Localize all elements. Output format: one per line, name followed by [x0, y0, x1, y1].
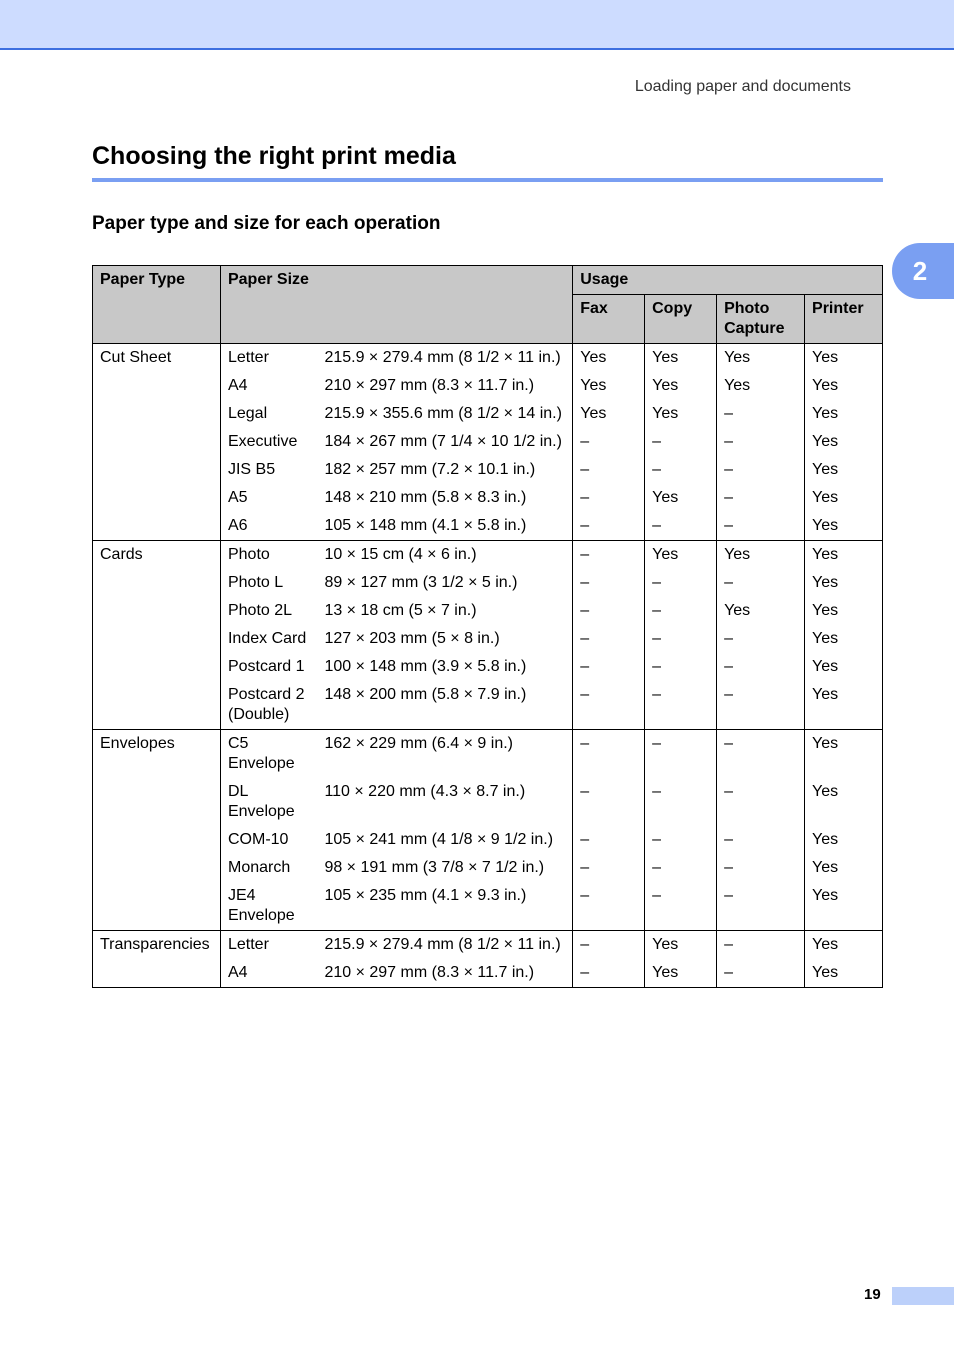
paper-size-name-cell: JIS B5: [220, 456, 317, 484]
printer-cell: Yes: [805, 931, 883, 960]
fax-cell: –: [573, 854, 645, 882]
paper-size-dims-cell: 148 × 210 mm (5.8 × 8.3 in.): [317, 484, 572, 512]
paper-type-cell: Cut Sheet: [93, 344, 221, 541]
paper-type-cell: Envelopes: [93, 730, 221, 931]
paper-size-dims-cell: 184 × 267 mm (7 1/4 × 10 1/2 in.): [317, 428, 572, 456]
paper-size-dims-cell: 148 × 200 mm (5.8 × 7.9 in.): [317, 681, 572, 730]
header-paper-size: Paper Size: [220, 266, 572, 344]
paper-size-name-cell: A6: [220, 512, 317, 541]
photo-capture-cell: –: [717, 625, 805, 653]
photo-capture-cell: –: [717, 730, 805, 779]
printer-cell: Yes: [805, 428, 883, 456]
paper-size-dims-cell: 105 × 235 mm (4.1 × 9.3 in.): [317, 882, 572, 931]
paper-size-dims-cell: 127 × 203 mm (5 × 8 in.): [317, 625, 572, 653]
paper-type-cell: Transparencies: [93, 931, 221, 988]
paper-size-dims-cell: 215.9 × 355.6 mm (8 1/2 × 14 in.): [317, 400, 572, 428]
paper-size-name-cell: JE4 Envelope: [220, 882, 317, 931]
table-row: [93, 931, 883, 960]
photo-capture-cell: –: [717, 456, 805, 484]
printer-cell: Yes: [805, 344, 883, 373]
fax-cell: –: [573, 456, 645, 484]
printer-cell: Yes: [805, 826, 883, 854]
paper-size-dims-cell: 10 × 15 cm (4 × 6 in.): [317, 541, 572, 570]
top-banner: [0, 0, 954, 50]
printer-cell: Yes: [805, 959, 883, 988]
fax-cell: –: [573, 597, 645, 625]
copy-cell: Yes: [645, 344, 717, 373]
fax-cell: Yes: [573, 400, 645, 428]
title-rule: [92, 178, 883, 182]
paper-size-name-cell: Executive: [220, 428, 317, 456]
paper-size-name-cell: A5: [220, 484, 317, 512]
fax-cell: –: [573, 484, 645, 512]
copy-cell: Yes: [645, 541, 717, 570]
photo-capture-cell: –: [717, 854, 805, 882]
photo-capture-cell: –: [717, 653, 805, 681]
copy-cell: Yes: [645, 400, 717, 428]
paper-size-name-cell: Photo 2L: [220, 597, 317, 625]
photo-capture-cell: –: [717, 778, 805, 826]
printer-cell: Yes: [805, 569, 883, 597]
page-number-bar: [892, 1287, 954, 1305]
copy-cell: –: [645, 625, 717, 653]
paper-size-dims-cell: 100 × 148 mm (3.9 × 5.8 in.): [317, 653, 572, 681]
paper-size-name-cell: DL Envelope: [220, 778, 317, 826]
photo-capture-cell: –: [717, 931, 805, 960]
paper-size-dims-cell: 98 × 191 mm (3 7/8 × 7 1/2 in.): [317, 854, 572, 882]
copy-cell: –: [645, 826, 717, 854]
paper-size-name-cell: A4: [220, 372, 317, 400]
paper-size-name-cell: Letter: [220, 931, 317, 960]
printer-cell: Yes: [805, 681, 883, 730]
paper-size-dims-cell: 215.9 × 279.4 mm (8 1/2 × 11 in.): [317, 931, 572, 960]
copy-cell: –: [645, 730, 717, 779]
copy-cell: Yes: [645, 931, 717, 960]
paper-size-name-cell: Photo: [220, 541, 317, 570]
printer-cell: Yes: [805, 597, 883, 625]
printer-cell: Yes: [805, 400, 883, 428]
printer-cell: Yes: [805, 882, 883, 931]
printer-cell: Yes: [805, 730, 883, 779]
copy-cell: –: [645, 681, 717, 730]
section-title: Paper type and size for each operation: [92, 213, 441, 234]
photo-capture-cell: –: [717, 428, 805, 456]
printer-cell: Yes: [805, 484, 883, 512]
copy-cell: –: [645, 854, 717, 882]
fax-cell: –: [573, 541, 645, 570]
photo-capture-cell: Yes: [717, 597, 805, 625]
paper-type-cell: Cards: [93, 541, 221, 730]
photo-capture-cell: –: [717, 826, 805, 854]
photo-capture-cell: –: [717, 882, 805, 931]
copy-cell: Yes: [645, 372, 717, 400]
media-table: [92, 265, 883, 988]
fax-cell: –: [573, 959, 645, 988]
table-row: [93, 344, 883, 373]
paper-size-name-cell: Letter: [220, 344, 317, 373]
fax-cell: –: [573, 512, 645, 541]
photo-capture-cell: –: [717, 681, 805, 730]
copy-cell: –: [645, 456, 717, 484]
header-fax: Fax: [573, 295, 645, 344]
copy-cell: –: [645, 653, 717, 681]
printer-cell: Yes: [805, 854, 883, 882]
paper-size-name-cell: COM-10: [220, 826, 317, 854]
copy-cell: –: [645, 882, 717, 931]
copy-cell: –: [645, 778, 717, 826]
fax-cell: –: [573, 681, 645, 730]
copy-cell: –: [645, 569, 717, 597]
paper-size-name-cell: Postcard 1: [220, 653, 317, 681]
photo-capture-cell: Yes: [717, 372, 805, 400]
paper-size-dims-cell: 89 × 127 mm (3 1/2 × 5 in.): [317, 569, 572, 597]
media-table-body: [93, 344, 883, 988]
photo-capture-cell: Yes: [717, 541, 805, 570]
printer-cell: Yes: [805, 512, 883, 541]
paper-size-name-cell: A4: [220, 959, 317, 988]
printer-cell: Yes: [805, 625, 883, 653]
running-header: Loading paper and documents: [634, 78, 851, 95]
copy-cell: –: [645, 428, 717, 456]
paper-size-dims-cell: 210 × 297 mm (8.3 × 11.7 in.): [317, 372, 572, 400]
paper-size-dims-cell: 105 × 148 mm (4.1 × 5.8 in.): [317, 512, 572, 541]
fax-cell: –: [573, 778, 645, 826]
paper-size-dims-cell: 110 × 220 mm (4.3 × 8.7 in.): [317, 778, 572, 826]
table-row: [93, 730, 883, 779]
fax-cell: –: [573, 653, 645, 681]
header-copy: Copy: [645, 295, 717, 344]
photo-capture-cell: –: [717, 512, 805, 541]
photo-capture-cell: –: [717, 959, 805, 988]
copy-cell: Yes: [645, 484, 717, 512]
fax-cell: –: [573, 625, 645, 653]
header-printer: Printer: [805, 295, 883, 344]
fax-cell: –: [573, 826, 645, 854]
copy-cell: Yes: [645, 959, 717, 988]
header-paper-type: Paper Type: [93, 266, 221, 344]
photo-capture-cell: –: [717, 569, 805, 597]
paper-size-name-cell: Postcard 2 (Double): [220, 681, 317, 730]
photo-capture-cell: –: [717, 484, 805, 512]
paper-size-dims-cell: 182 × 257 mm (7.2 × 10.1 in.): [317, 456, 572, 484]
paper-size-name-cell: Legal: [220, 400, 317, 428]
paper-size-dims-cell: 210 × 297 mm (8.3 × 11.7 in.): [317, 959, 572, 988]
fax-cell: –: [573, 428, 645, 456]
fax-cell: –: [573, 882, 645, 931]
printer-cell: Yes: [805, 372, 883, 400]
paper-size-name-cell: Monarch: [220, 854, 317, 882]
copy-cell: –: [645, 597, 717, 625]
chapter-tab: 2: [892, 243, 954, 299]
fax-cell: –: [573, 569, 645, 597]
header-photo-capture: Photo Capture: [717, 295, 805, 344]
paper-size-name-cell: C5 Envelope: [220, 730, 317, 779]
printer-cell: Yes: [805, 541, 883, 570]
printer-cell: Yes: [805, 456, 883, 484]
photo-capture-cell: Yes: [717, 344, 805, 373]
paper-size-dims-cell: 162 × 229 mm (6.4 × 9 in.): [317, 730, 572, 779]
table-row: [93, 541, 883, 570]
paper-size-name-cell: Index Card: [220, 625, 317, 653]
printer-cell: Yes: [805, 653, 883, 681]
paper-size-name-cell: Photo L: [220, 569, 317, 597]
paper-size-dims-cell: 215.9 × 279.4 mm (8 1/2 × 11 in.): [317, 344, 572, 373]
paper-size-dims-cell: 105 × 241 mm (4 1/8 × 9 1/2 in.): [317, 826, 572, 854]
fax-cell: –: [573, 730, 645, 779]
copy-cell: –: [645, 512, 717, 541]
fax-cell: Yes: [573, 344, 645, 373]
page-title: Choosing the right print media: [92, 142, 456, 170]
fax-cell: –: [573, 931, 645, 960]
photo-capture-cell: –: [717, 400, 805, 428]
header-usage: Usage: [573, 266, 883, 295]
fax-cell: Yes: [573, 372, 645, 400]
printer-cell: Yes: [805, 778, 883, 826]
paper-size-dims-cell: 13 × 18 cm (5 × 7 in.): [317, 597, 572, 625]
page-number: 19: [864, 1286, 881, 1303]
